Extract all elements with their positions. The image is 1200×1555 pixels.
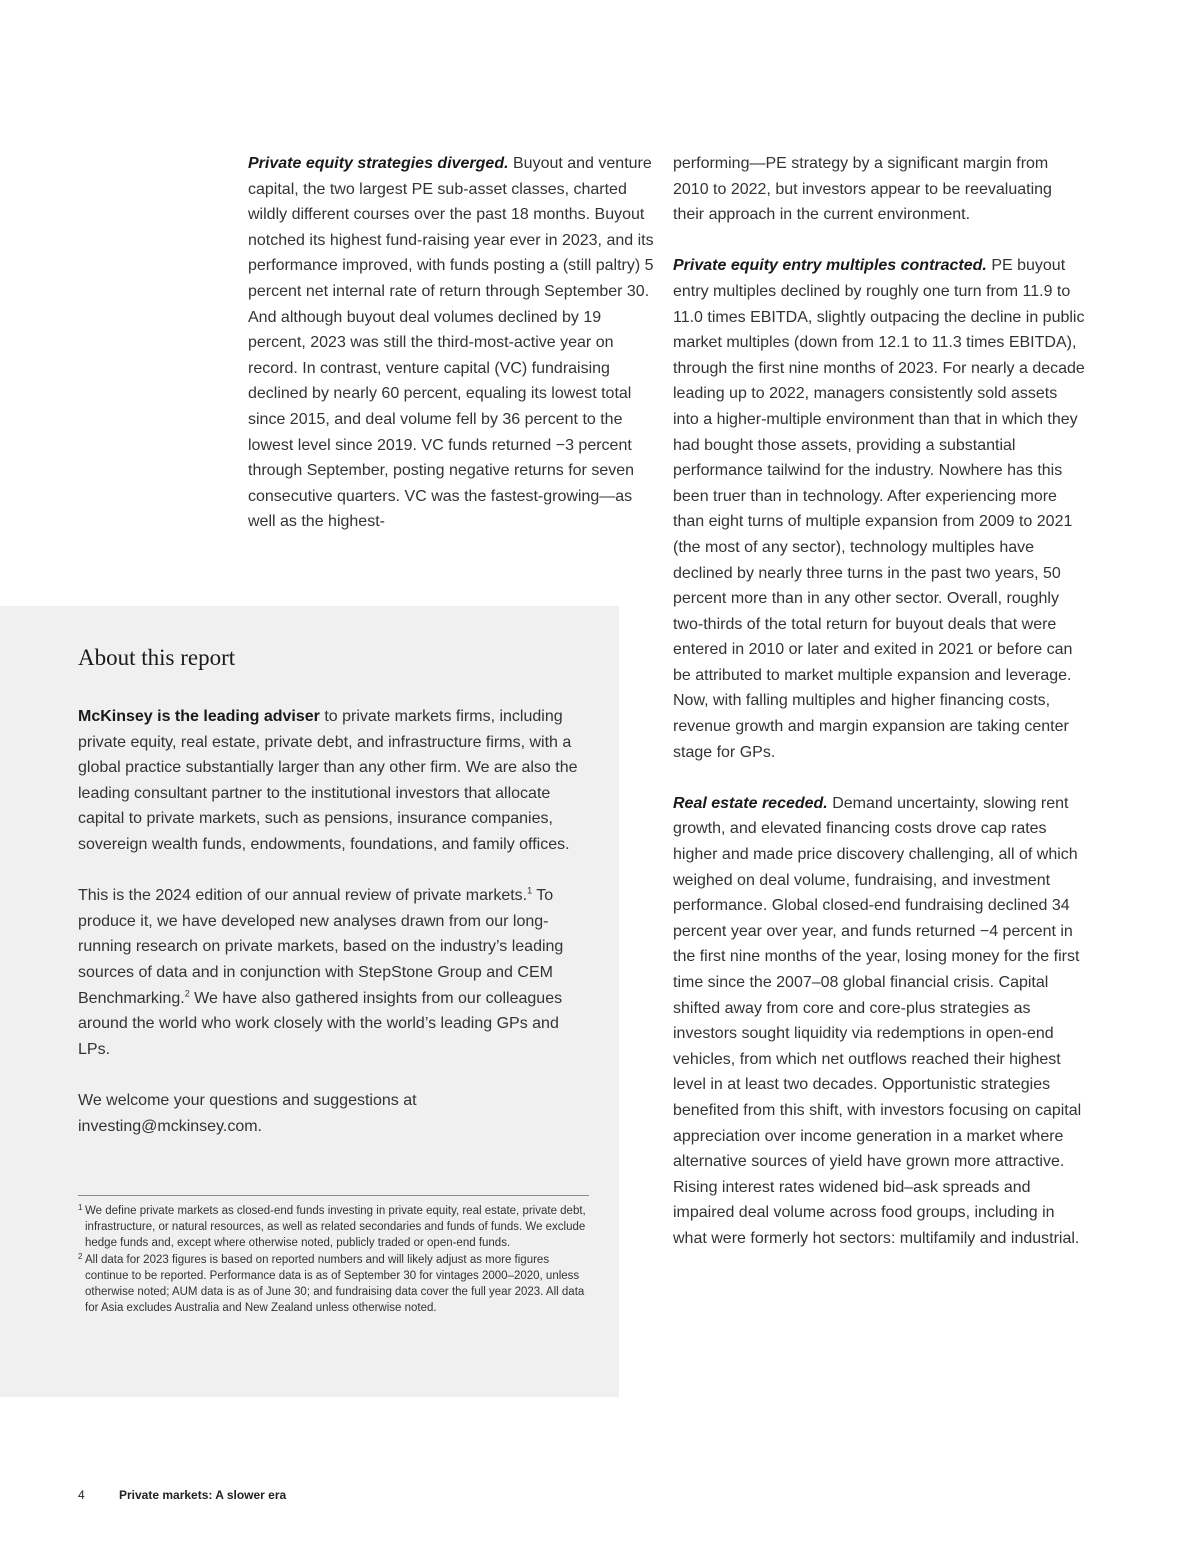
paragraph-lead: Private equity strategies diverged. [248, 155, 509, 172]
footnote-text: All data for 2023 figures is based on reported numbers and will likely adjust as more figures continue to be reported. Performance data is as of September 30 for vintages 2000–2020, unless otherwise noted; AUM data is as of June 30; and fundraising data cover the full year 2023. All data for Asia excludes Australia and New Zealand unless otherwise noted. [85, 1253, 585, 1315]
footnote-divider [78, 1195, 589, 1196]
paragraph-entry-multiples [673, 253, 1085, 765]
about-paragraph-text: To produce it, we have developed new analyses drawn from our long-running research on private markets, based on the industry’s leading sources of data and in conjunction with StepStone Group and CEM Benchmarking. [78, 887, 564, 1007]
running-title: Private markets: A slower era [119, 1488, 287, 1502]
paragraph-text: Demand uncertainty, slowing rent growth, and elevated financing costs drove cap rates higher and made price discovery challenging, all of which weighed on deal volume, fundraising, and investment performance. Global closed-end fundraising declined 34 percent year over year, and funds returned −4 percent in the first nine months of the year, losing money for the first time since the 2007–08 global financial crisis. Capital shifted away from core and core-plus strategies as investors sought liquidity via redemptions in open-end vehicles, from which net outflows reached their highest level in at least two decades. Opportunistic strategies benefited from this shift, with investors focusing on capital appreciation over income generation in a market where alternative sources of yield have grown more attractive. Rising interest rates widened bid–ask spreads and impaired deal volume across food groups, including in what were formerly hot sectors: multifamily and industrial. [673, 794, 1082, 1247]
about-paragraph-text: to private markets firms, including private equity, real estate, private debt, and infrastructure firms, with a global practice substantially larger than any other firm. We are also the leading consultant partner to the institutional investors that allocate capital to private markets, such as pensions, insurance companies, sovereign wealth funds, endowments, foundations, and family offices. [78, 708, 578, 853]
about-paragraph-1 [78, 704, 588, 858]
about-paragraph-text: This is the 2024 edition of our annual review of private markets. [78, 887, 528, 905]
footnote-2 [78, 1252, 588, 1317]
about-paragraph-3: We welcome your questions and suggestions at investing@mckinsey.com. [78, 1091, 417, 1135]
footnote-ref-2: 2 [184, 988, 190, 999]
footnotes [78, 1203, 588, 1316]
about-paragraph-2 [78, 883, 588, 1062]
paragraph-pe-strategies [248, 151, 658, 535]
page-number: 4 [78, 1488, 85, 1502]
footnote-number: 2 [78, 1251, 83, 1261]
right-column [673, 151, 1085, 1277]
paragraph-text: PE buyout entry multiples declined by roughly one turn from 11.9 to 11.0 times EBITDA, slightly outpacing the decline in public market multiples (down from 12.1 to 11.3 times EBITDA), through the first nine months of 2023. For nearly a decade leading up to 2022, managers consistently sold assets into a higher-multiple environment than that in which they had bought those assets, providing a substantial performance tailwind for the industry. Nowhere has this been truer than in technology. After experiencing more than eight turns of multiple expansion from 2009 to 2021 (the most of any sector), technology multiples have declined by nearly three turns in the past two years, 50 percent more than in any other sector. Overall, roughly two-thirds of the total return for buyout deals that were entered in 2010 or later and exited in 2021 or before can be attributed to market multiple expansion and leverage. Now, with falling multiples and higher financing costs, revenue growth and margin expansion are taking center stage for GPs. [673, 257, 1085, 761]
paragraph-text: Buyout and venture capital, the two largest PE sub-asset classes, charted wildly different courses over the past 18 months. Buyout notched its highest fund-raising year ever in 2023, and its performance improved, with funds posting a (still paltry) 5 percent net internal rate of return through September 30. And although buyout deal volumes declined by 19 percent, 2023 was still the third-most-active year on record. In contrast, venture capital (VC) fundraising declined by nearly 60 percent, equaling its lowest total since 2015, and deal volume fell by 36 percent to the lowest level since 2019. VC funds returned −3 percent through September, posting negative returns for seven consecutive quarters. VC was the fastest-growing—as well as the highest- [248, 155, 654, 531]
footnote-number: 1 [78, 1203, 83, 1212]
about-paragraph-text: We have also gathered insights from our colleagues around the world who work closely with the world’s leading GPs and LPs. [78, 989, 563, 1058]
about-strong-lead: McKinsey is the leading adviser [78, 708, 320, 725]
left-column [248, 151, 658, 561]
about-report-title: About this report [78, 645, 236, 670]
footnote-1 [78, 1203, 588, 1252]
paragraph-lead: Real estate receded. [673, 794, 828, 812]
footnote-text: We define private markets as closed-end funds investing in private equity, real estate, private debt, infrastructure, or natural resources, as well as related secondaries and funds of funds. We exclude hedge funds and, except where otherwise noted, publicly traded or open-end funds. [85, 1205, 586, 1250]
paragraph-lead: Private equity entry multiples contracted. [673, 257, 987, 275]
paragraph-real-estate [673, 791, 1085, 1252]
footnote-ref-1: 1 [527, 885, 533, 896]
paragraph-continuation: performing—PE strategy by a significant margin from 2010 to 2022, but investors appear to be reevaluating their approach in the current environment. [673, 155, 1052, 224]
about-report-body [78, 704, 588, 1165]
